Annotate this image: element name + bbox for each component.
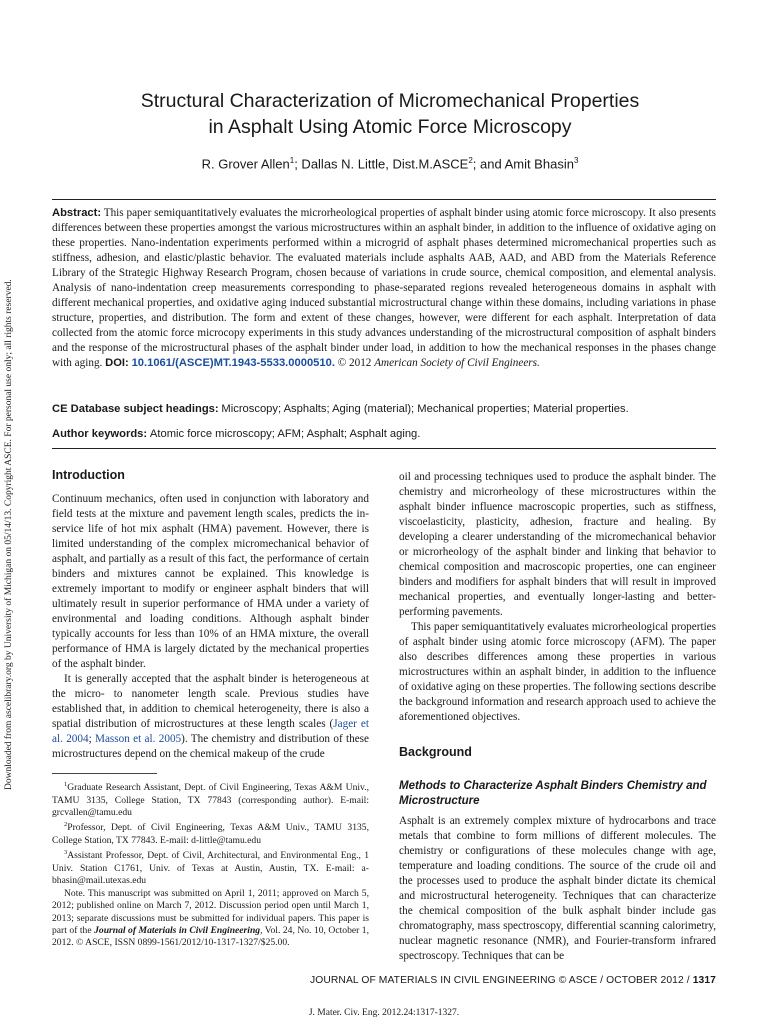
right-column-text bbox=[399, 470, 716, 725]
author-keywords bbox=[52, 427, 716, 442]
journal-name: Journal of Materials in Civil Engineering bbox=[94, 925, 261, 937]
intro-p2-start: It is generally accepted that the asphalt binder is heterogeneous at the micro- to nanometer length scale. Previous studies have established that, in addition to chemical heterogeneity, there is also a spatial distribution of microstructures at these length scales ( bbox=[52, 673, 369, 730]
footnote-2-text: Professor, Dept. of Civil Engineering, Texas A&M Univ., TAMU 3135, College Station, TX 77843. E-mail: d-little@tamu.edu bbox=[52, 822, 369, 846]
manuscript-note bbox=[52, 888, 369, 950]
abstract-label: Abstract: bbox=[52, 207, 102, 219]
ce-database-headings bbox=[52, 402, 716, 417]
ce-headings-text: Microscopy; Asphalts; Aging (material); Mechanical properties; Material properties. bbox=[221, 403, 629, 415]
abstract-top-rule bbox=[52, 199, 716, 200]
background-heading: Background bbox=[399, 745, 472, 759]
journal-footer bbox=[310, 975, 716, 986]
author-2: ; Dallas N. Little, Dist.M.ASCE bbox=[294, 156, 469, 172]
footnote-3-text: Assistant Professor, Dept. of Civil, Architectural, and Environmental Eng., 1 Univ. Station C1761, Univ. of Texas at Austin, Austin, TX. E-mail: a-bhasin@mail.utexas.edu bbox=[52, 850, 369, 887]
title-line-2: in Asphalt Using Atomic Force Microscopy bbox=[208, 116, 572, 138]
author-1: R. Grover Allen bbox=[201, 156, 290, 172]
author-3: ; and Amit Bhasin bbox=[472, 156, 574, 172]
copyright-holder: American Society of Civil Engineers. bbox=[374, 357, 540, 369]
author-1-sup: 1 bbox=[289, 156, 295, 165]
manuscript-note-start: Note. This manuscript was submitted on April 1, 2011; approved on March 5, 2012; published online on March 7, 2012. Discussion period open until March 1, 2013; separate discussions must be submitted for individual papers. This paper is part of the bbox=[52, 887, 369, 937]
ce-headings-label: CE Database subject headings: bbox=[52, 403, 219, 415]
title-line-1: Structural Characterization of Micromechanical Properties bbox=[140, 90, 640, 112]
abstract-bottom-rule bbox=[52, 448, 716, 449]
left-column-text bbox=[52, 492, 369, 762]
reference-jager-2004[interactable]: Jager et al. 2004 bbox=[52, 718, 369, 745]
introduction-heading: Introduction bbox=[52, 468, 125, 482]
doi-label: DOI: bbox=[105, 357, 129, 369]
intro-paragraph-1: Continuum mechanics, often used in conjunction with laboratory and field tests at the mixture and pavement length scales, predicts the in-service life of hot mix asphalt (HMA) pavement. However, there is limited understanding of the complex micromechanical behavior of asphalt, and partially as a result of this fact, the performance of certain binders and mixtures cannot be explained. This knowledge is extremely important to modify or engineer asphalt binders that will ultimately result in superior performance of HMA under a variety of environmental and loading conditions. Although asphalt binder typically accounts for less than 10% of an HMA mixture, the overall performance of HMA is largely dictated by the mechanical properties of the asphalt binder. bbox=[52, 493, 369, 670]
footnotes bbox=[52, 779, 369, 950]
paper-title bbox=[40, 88, 740, 140]
author-keywords-label: Author keywords: bbox=[52, 428, 148, 440]
intro-p2-end: ). The chemistry and distribution of these microstructures depend on the chemical makeup of the crude bbox=[52, 733, 369, 760]
journal-footer-text: JOURNAL OF MATERIALS IN CIVIL ENGINEERING © ASCE / OCTOBER 2012 / bbox=[310, 975, 693, 986]
author-3-sup: 3 bbox=[573, 156, 579, 165]
background-text bbox=[399, 814, 716, 964]
footnote-3-sup: 3 bbox=[64, 849, 68, 857]
intro-paragraph-2 bbox=[52, 672, 369, 762]
background-paragraph-1: Asphalt is an extremely complex mixture of hydrocarbons and trace metals that combine to form millions of different molecules. The chemistry or configurations of these molecules change with age, temperature and loading conditions. The source of the crude oil and the processes used to produce the asphalt binder dictate its chemical and microstructural heterogeneity. Techniques that can characterize the chemical composition of the bulk asphalt binder include gas chromatography, mass spectroscopy, differential scanning calorimetry, nuclear magnetic resonance (NMR), and Fourier-transform infrared spectroscopy. Techniques that can be bbox=[399, 815, 716, 962]
footnote-1 bbox=[52, 779, 369, 819]
footnote-2-sup: 2 bbox=[64, 821, 68, 829]
intro-paragraph-4: This paper semiquantitatively evaluates microrheological properties of asphalt binder using atomic force microscopy (AFM). The paper also describes differences among these properties in various microstructures within an asphalt binder, in addition to the influence of oxidative aging on these properties. The following sections describe the background information and research approach used to achieve the aforementioned objectives. bbox=[399, 621, 716, 723]
download-notice-text: Downloaded from ascelibrary.org by University of Michigan on 05/14/13. Copyright ASCE. For personal use only; all rights reserved. bbox=[4, 279, 14, 790]
footnote-1-text: Graduate Research Assistant, Dept. of Civil Engineering, Texas A&M Univ., TAMU 3135, College Station, TX 77843 (corresponding author). E-mail: grcvallen@tamu.edu bbox=[52, 782, 369, 818]
citation-line: J. Mater. Civ. Eng. 2012.24:1317-1327. bbox=[308, 1008, 460, 1018]
footnote-3 bbox=[52, 847, 369, 887]
footnote-1-sup: 1 bbox=[64, 781, 68, 788]
abstract bbox=[52, 206, 716, 371]
abstract-text: This paper semiquantitatively evaluates the microrheological properties of asphalt binder using atomic force microscopy. It also presents differences between these properties amongst the various microstructures within an asphalt binder, in addition to the influence of oxidative aging on these properties. Nano-indentation experiments performed within a microgrid of asphalt phases determined micromechanical properties such as stiffness, adhesion, and elastic/plastic behavior. The evaluated materials include asphalts AAB, AAD, and ABD from the Materials Reference Library of the Strategic Highway Research Program, chosen because of variations in crude source, chemical composition, and elemental analysis. Analysis of nano-indentation creep measurements corresponding to phase-separated regions revealed heterogeneous domains in asphalt with different mechanical properties, and oxidative aging induced substantial microstructural change within these domains, including variations in phase structure, properties, and distribution. The form and extent of these changes, however, were different for each asphalt. Interpretation of data collected from the atomic force microcopy experiments in this study advances understanding of the microstructural composition of asphalt binders and the response of the microstructural phases of the asphalt binder under load, in addition to how the mechanical responses in the phases change with aging. bbox=[52, 207, 716, 369]
footnote-2 bbox=[52, 819, 369, 847]
author-keywords-text: Atomic force microscopy; AFM; Asphalt; Asphalt aging. bbox=[149, 428, 421, 440]
reference-separator: ; bbox=[88, 733, 96, 745]
reference-masson-2005[interactable]: Masson et al. 2005 bbox=[95, 733, 182, 745]
author-2-sup: 2 bbox=[468, 156, 473, 165]
author-list bbox=[40, 153, 740, 172]
footnote-rule bbox=[52, 773, 157, 774]
doi-link[interactable]: 10.1061/(ASCE)MT.1943-5533.0000510. bbox=[131, 357, 335, 369]
methods-subheading: Methods to Characterize Asphalt Binders Chemistry and Microstructure bbox=[399, 780, 707, 807]
page-number: 1317 bbox=[692, 975, 716, 986]
copyright-year: © 2012 bbox=[337, 357, 372, 369]
intro-paragraph-3: oil and processing techniques used to produce the asphalt binder. The chemistry and microrheology of these microstructures within the asphalt binder influence macroscopic properties, such as stiffness, viscoelasticity, plasticity, adhesion, fracture and healing. By developing a clearer understanding of the micromechanical behavior or microrheology of the asphalt binder and linking that behavior to chemical composition and macroscopic properties, one can engineer binders and modifiers for asphalt binders that will result in improved mechanical properties, and eventually longer-lasting and better-performing pavements. bbox=[399, 471, 716, 618]
download-notice bbox=[1, 230, 17, 790]
manuscript-note-end: , Vol. 24, No. 10, October 1, 2012. © ASCE, ISSN 0899-1561/2012/10-1317-1327/$25.00. bbox=[52, 925, 370, 949]
